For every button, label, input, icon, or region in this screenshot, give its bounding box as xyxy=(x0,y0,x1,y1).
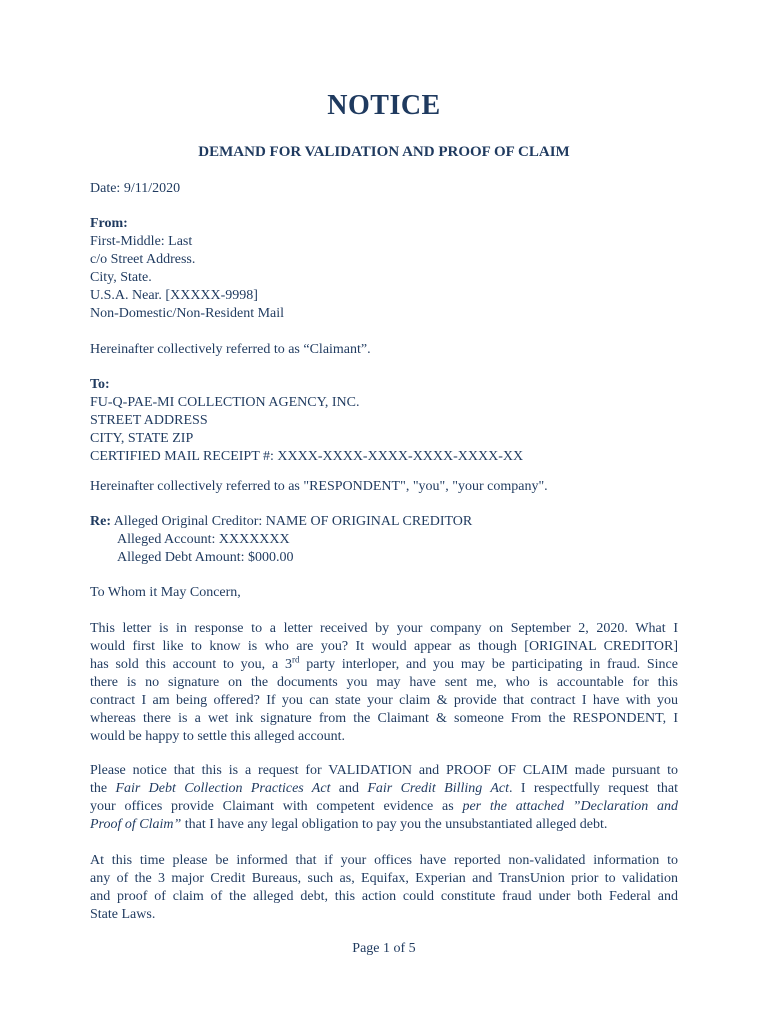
from-line: Non-Domestic/Non-Resident Mail xyxy=(90,306,285,321)
from-line: City, State. xyxy=(90,270,152,285)
from-block xyxy=(90,215,678,323)
act-name: Fair Debt Collection Practices Act xyxy=(115,781,331,796)
paragraph-line: any of the 3 major Credit Bureaus, such as, Equifax, Experian and TransUnion prior to validation xyxy=(90,871,678,886)
re-line: Alleged Account: XXXXXXX xyxy=(117,532,290,547)
document-subtitle: DEMAND FOR VALIDATION AND PROOF OF CLAIM xyxy=(198,144,570,160)
paragraph-3 xyxy=(90,852,678,924)
paragraph-line: your offices provide Claimant with competent evidence as per the attached ”Declaration and xyxy=(90,799,678,814)
re-line: Alleged Original Creditor: NAME OF ORIGINAL CREDITOR xyxy=(113,514,473,529)
re-label: Re: xyxy=(90,514,111,529)
to-heading: To: xyxy=(90,377,110,392)
paragraph-line: State Laws. xyxy=(90,907,156,922)
from-heading: From: xyxy=(90,216,128,231)
to-line: CITY, STATE ZIP xyxy=(90,431,194,446)
to-line: STREET ADDRESS xyxy=(90,413,208,428)
respondent-reference: Hereinafter collectively referred to as "RESPONDENT", "you", "your company". xyxy=(90,479,548,494)
paragraph-line: has sold this account to you, a 3rd party interloper, and you may be participating in fraud. Since xyxy=(90,654,678,672)
document-title: NOTICE xyxy=(327,90,441,121)
paragraph-line: Proof of Claim” that I have any legal obligation to pay you the unsubstantiated alleged debt. xyxy=(90,817,608,832)
paragraph-line: whereas there is a wet ink signature from the Claimant & someone From the RESPONDENT, I xyxy=(90,711,678,726)
to-block xyxy=(90,376,678,466)
salutation: To Whom it May Concern, xyxy=(90,585,241,600)
paragraph-1 xyxy=(90,620,678,746)
paragraph-line: there is no signature on the documents you may have sent me, who is accountable for this xyxy=(90,675,678,690)
paragraph-2 xyxy=(90,762,678,834)
paragraph-line: Please notice that this is a request for VALIDATION and PROOF OF CLAIM made pursuant to xyxy=(90,763,678,778)
page-number: Page 1 of 5 xyxy=(352,941,416,956)
paragraph-line: and proof of claim of the alleged debt, this action could constitute fraud under both Federal and xyxy=(90,889,678,904)
act-name: Fair Credit Billing Act xyxy=(367,781,509,796)
to-line: CERTIFIED MAIL RECEIPT #: XXXX-XXXX-XXXX-XXXX-XXXX-XX xyxy=(90,449,524,464)
paragraph-line: This letter is in response to a letter received by your company on September 2, 2020. What I xyxy=(90,621,678,636)
paragraph-line: would first like to know is who are you? It would appear as though [ORIGINAL CREDITOR] xyxy=(90,639,678,654)
paragraph-line: contract I am being offered? If you can state your claim & provide that contract I have with you xyxy=(90,693,678,708)
re-line: Alleged Debt Amount: $000.00 xyxy=(117,550,294,565)
from-line: c/o Street Address. xyxy=(90,252,196,267)
paragraph-line: the Fair Debt Collection Practices Act and Fair Credit Billing Act. I respectfully request that xyxy=(90,781,678,796)
from-line: First-Middle: Last xyxy=(90,234,193,249)
date-line: Date: 9/11/2020 xyxy=(90,181,181,196)
from-line: U.S.A. Near. [XXXXX-9998] xyxy=(90,288,258,303)
ordinal-superscript: rd xyxy=(292,654,300,665)
to-line: FU-Q-PAE-MI COLLECTION AGENCY, INC. xyxy=(90,395,360,410)
paragraph-line: At this time please be informed that if your offices have reported non-validated information to xyxy=(90,853,678,868)
paragraph-line: would be happy to settle this alleged account. xyxy=(90,729,346,744)
re-block xyxy=(90,513,678,567)
claimant-reference: Hereinafter collectively referred to as “Claimant”. xyxy=(90,342,371,357)
